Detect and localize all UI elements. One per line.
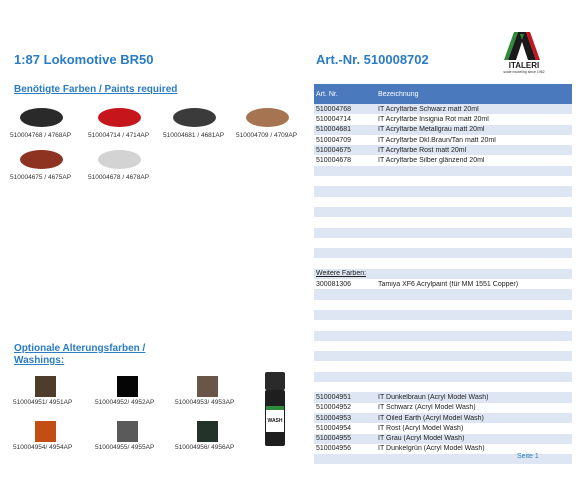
article-number: Art.-Nr. 510008702 — [316, 52, 429, 67]
wash-bottle-icon — [263, 372, 287, 446]
paints-heading: Benötigte Farben / Paints required — [14, 84, 178, 95]
paint-code-label: 510004678 / 4678AP — [88, 174, 150, 181]
italeri-logo-mark-icon — [492, 28, 556, 74]
table-row — [314, 300, 572, 310]
parts-table — [314, 84, 572, 464]
cell-description: IT Dunkelgrün (Acryl Model Wash) — [378, 445, 485, 453]
paint-code-label: 510004709 / 4709AP — [236, 132, 298, 139]
table-row — [314, 413, 572, 423]
logo-tagline: scale modeling since 1962 — [503, 70, 545, 74]
washings-heading: Optionale Alterungsfarben / Washings: — [14, 343, 146, 366]
cell-description: IT Acrylfarbe Insignia Rot matt 20ml — [378, 115, 489, 123]
col-desc-header: Bezeichnung — [378, 90, 419, 98]
table-row — [314, 155, 572, 165]
table-row — [314, 341, 572, 351]
cell-artnr: 510004678 — [316, 157, 352, 165]
table-row — [314, 248, 572, 258]
wash-code-label: 510004952/ 4952AP — [95, 399, 155, 406]
table-row — [314, 434, 572, 444]
wash-code-label: 510004955/ 4955AP — [95, 444, 155, 451]
table-row — [314, 207, 572, 217]
table-row — [314, 361, 572, 371]
cell-artnr: 510004709 — [316, 136, 352, 144]
table-row — [314, 403, 572, 413]
table-row — [314, 197, 572, 207]
wash-swatch — [197, 421, 218, 442]
paint-swatch — [246, 108, 289, 127]
paint-code-label: 510004675 / 4675AP — [10, 174, 72, 181]
paint-code-label: 510004768 / 4768AP — [10, 132, 72, 139]
cell-artnr: 510004953 — [316, 414, 352, 422]
col-artnr-header: Art. Nr. — [316, 90, 338, 98]
cell-description: Tamiya XF6 Acrylpaint (für MM 1551 Copper) — [378, 280, 519, 288]
wash-swatch — [197, 376, 218, 397]
table-row — [314, 269, 572, 279]
cell-artnr: 510004675 — [316, 146, 352, 154]
table-row — [314, 310, 572, 320]
cell-artnr: 510004952 — [316, 404, 352, 412]
table-header — [314, 84, 572, 104]
paint-swatch — [98, 108, 141, 127]
cell-artnr: 300081306 — [316, 280, 352, 288]
cell-description: IT Acrylfarbe Rost matt 20ml — [378, 146, 467, 154]
cell-description: IT Acrylfarbe Schwarz matt 20ml — [378, 105, 479, 113]
table-row — [314, 166, 572, 176]
cell-description: IT Grau (Acryl Model Wash) — [378, 435, 465, 443]
table-row — [314, 238, 572, 248]
table-row — [314, 331, 572, 341]
wash-swatch — [35, 421, 56, 442]
table-row — [314, 382, 572, 392]
table-row — [314, 279, 572, 289]
bottle-label: WASH — [267, 418, 283, 424]
wash-bottle — [263, 372, 287, 446]
paint-swatch — [20, 150, 63, 169]
cell-artnr: 510004714 — [316, 115, 352, 123]
table-row — [314, 104, 572, 114]
paint-swatch — [20, 108, 63, 127]
paint-code-label: 510004681 / 4681AP — [163, 132, 225, 139]
cell-description: IT Rost (Acryl Model Wash) — [378, 424, 464, 432]
cell-description: IT Acrylfarbe Dkl.Braun/Tan matt 20ml — [378, 136, 496, 144]
table-row — [314, 320, 572, 330]
cell-artnr: 510004951 — [316, 393, 352, 401]
logo-brand: ITALERI — [508, 61, 540, 70]
cell-description: IT Acrylfarbe Silber glänzend 20ml — [378, 157, 485, 165]
table-row — [314, 423, 572, 433]
table-row — [314, 392, 572, 402]
paint-swatch — [98, 150, 141, 169]
table-row — [314, 135, 572, 145]
wash-swatch — [117, 376, 138, 397]
table-row — [314, 114, 572, 124]
wash-swatch — [35, 376, 56, 397]
italeri-logo — [492, 28, 556, 74]
cell-description: IT Oiled Earth (Acryl Model Wash) — [378, 414, 484, 422]
table-row — [314, 176, 572, 186]
table-row — [314, 351, 572, 361]
wash-code-label: 510004954/ 4954AP — [13, 444, 73, 451]
paint-swatch — [173, 108, 216, 127]
cell-description: IT Dunkelbraun (Acryl Model Wash) — [378, 393, 489, 401]
cell-description: IT Acrylfarbe Metallgrau matt 20ml — [378, 126, 485, 134]
wash-code-label: 510004953/ 4953AP — [175, 399, 235, 406]
page-title: 1:87 Lokomotive BR50 — [14, 52, 154, 67]
cell-description: IT Schwarz (Acryl Model Wash) — [378, 404, 476, 412]
table-row — [314, 217, 572, 227]
paint-code-label: 510004714 / 4714AP — [88, 132, 150, 139]
table-body — [314, 104, 572, 464]
wash-code-label: 510004956/ 4956AP — [175, 444, 235, 451]
table-row — [314, 258, 572, 268]
wash-swatch — [117, 421, 138, 442]
table-row — [314, 289, 572, 299]
table-row — [314, 228, 572, 238]
table-row — [314, 145, 572, 155]
table-row — [314, 372, 572, 382]
cell-artnr: 510004955 — [316, 435, 352, 443]
table-row — [314, 125, 572, 135]
cell-artnr: 510004768 — [316, 105, 352, 113]
cell-artnr: 510004681 — [316, 126, 352, 134]
cell-artnr: 510004956 — [316, 445, 352, 453]
cell-artnr: 510004954 — [316, 424, 352, 432]
table-row — [314, 186, 572, 196]
page-number: Seite 1 — [517, 453, 539, 460]
cell-artnr: Weitere Farben: — [316, 270, 367, 278]
wash-code-label: 510004951/ 4951AP — [13, 399, 73, 406]
